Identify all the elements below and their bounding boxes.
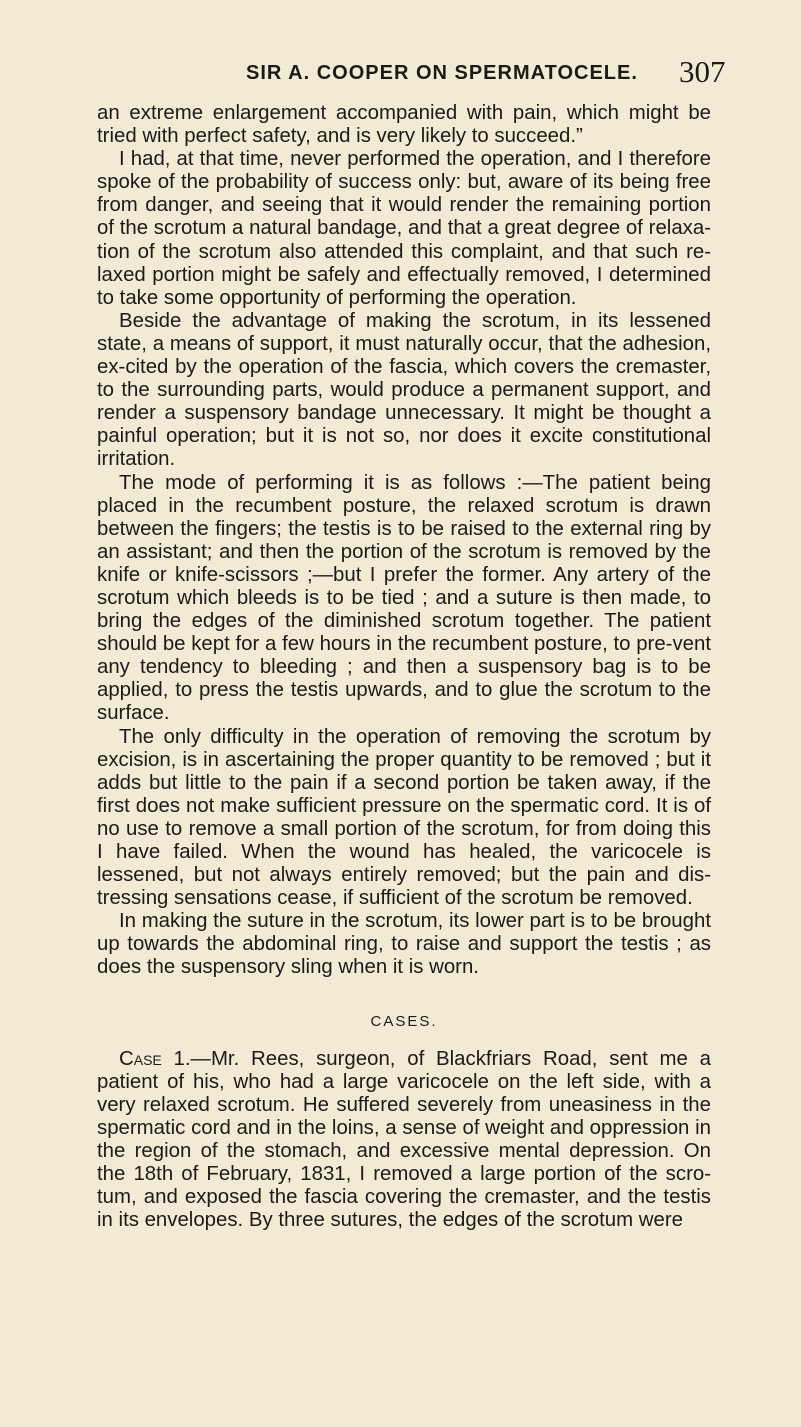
case-label: Case 1.	[119, 1047, 191, 1070]
running-head	[0, 54, 801, 90]
paragraph-4: The mode of performing it is as follows :—The patient being placed in the recumbent posture, the relaxed scrotum is drawn between the fingers; the testis is to be raised to the external ring by an assistant; and then the portion of the scrotum is removed by the knife or knife-scissors ;—but I prefer the former. Any artery of the scrotum which bleeds is to be tied ; and a suture is then made, to bring the edges of the diminished scrotum together. The patient should be kept for a few hours in the recumbent posture, to pre-vent any tendency to bleeding ; and then a suspensory bag is to be applied, to press the testis upwards, and to glue the scrotum to the surface.	[97, 471, 711, 725]
paragraph-5: The only difficulty in the operation of removing the scrotum by excision, is in ascertaining the proper quantity to be removed ; but it adds but little to the pain if a second portion be taken away, if the first does not make sufficient pressure on the spermatic cord. It is of no use to remove a small portion of the scrotum, for from doing this I have failed. When the wound has healed, the varicocele is lessened, but not always entirely removed; but the pain and dis-tressing sensations cease, if sufficient of the scrotum be removed.	[97, 725, 711, 910]
case-1-paragraph	[97, 1048, 711, 1233]
paragraph-6: In making the suture in the scrotum, its lower part is to be brought up towards the abdominal ring, to raise and support the testis ; as does the suspensory sling when it is worn.	[97, 910, 711, 979]
page-number: 307	[679, 54, 726, 89]
paragraph-1: an extreme enlargement accompanied with pain, which might be tried with perfect safety, and is very likely to succeed.”	[97, 102, 711, 148]
paragraph-3: Beside the advantage of making the scrotum, in its lessened state, a means of support, it must naturally occur, that the adhesion, ex-cited by the operation of the fascia, which covers the cremaster, to the surrounding parts, would produce a permanent support, and render a suspensory bandage unnecessary. It might be thought a painful operation; but it is not so, nor does it excite constitutional irritation.	[97, 309, 711, 471]
body-text	[97, 102, 711, 1232]
section-heading-cases: CASES.	[370, 1012, 438, 1030]
case-text: —Mr. Rees, surgeon, of Blackfriars Road, sent me a patient of his, who had a large varicocele on the left side, with a very relaxed scrotum. He suffered severely from uneasiness in the spermatic cord and in the loins, a sense of weight and oppression in the region of the stomach, and excessive mental depression. On the 18th of February, 1831, I removed a large portion of the scro-tum, and exposed the fascia covering the cremaster, and the testis in its envelopes. By three sutures, the edges of the scrotum were	[97, 1047, 711, 1232]
paragraph-2: I had, at that time, never performed the operation, and I therefore spoke of the probability of success only: but, aware of its being free from danger, and seeing that it would render the remaining portion of the scrotum a natural bandage, and that a great degree of relaxa-tion of the scrotum also attended this complaint, and that such re-laxed portion might be safely and effectually removed, I determined to take some opportunity of performing the operation.	[97, 148, 711, 309]
running-title: SIR A. COOPER ON SPERMATOCELE.	[246, 62, 638, 84]
